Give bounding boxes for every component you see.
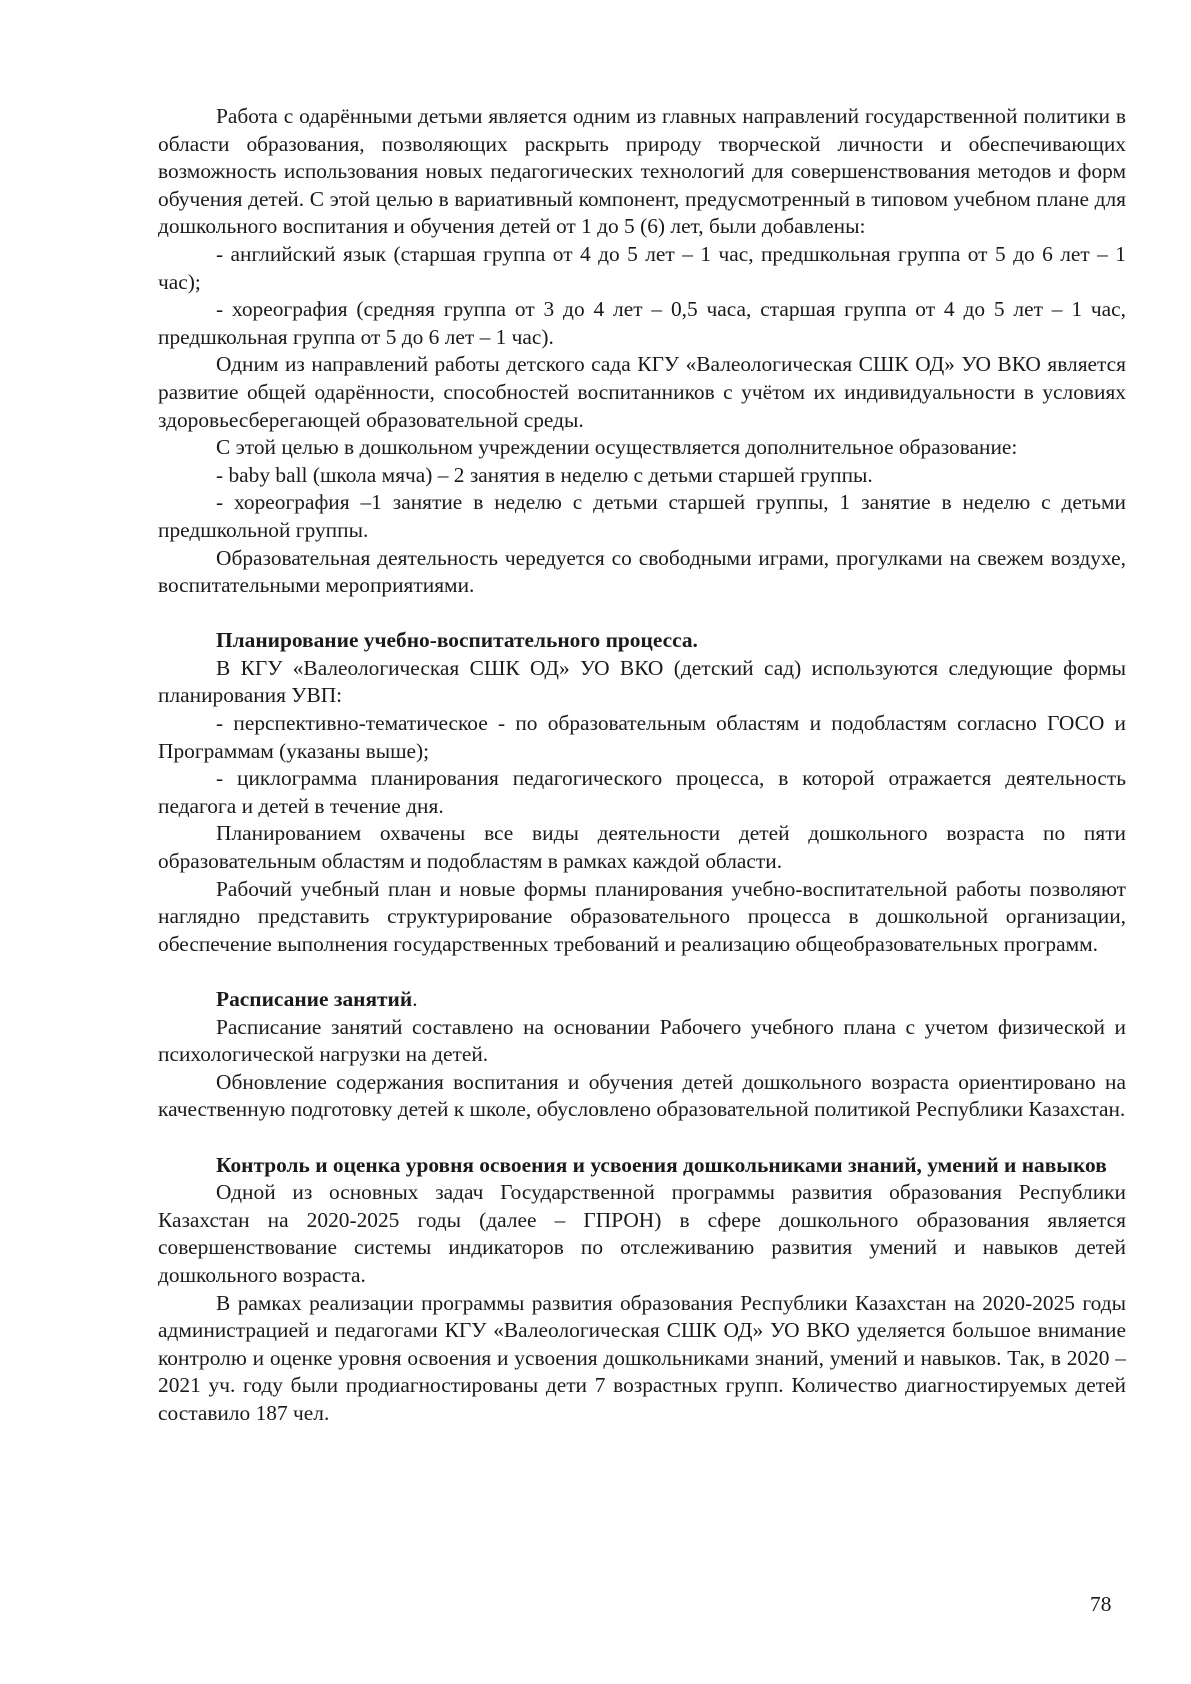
paragraph: С этой целью в дошкольном учреждении осуществляется дополнительное образование: <box>216 435 1018 460</box>
paragraph: - циклограмма планирования педагогического процесса, в которой отражается деятельность педагога и детей в течение дня. <box>158 766 1126 818</box>
paragraph: - хореография –1 занятие в неделю с детьми старшей группы, 1 занятие в неделю с детьми предшкольной группы. <box>158 490 1126 542</box>
document-page <box>158 103 1126 1428</box>
paragraph: В рамках реализации программы развития образования Республики Казахстан на 2020-2025 годы администрацией и педагогами КГУ «Валеологическая СШК ОД» УО ВКО уделяется большое внимание контролю и оценке уровня освоения и усвоения дошкольниками знаний, умений и навыков. Так, в 2020 – 2021 уч. году были продиагностированы дети 7 возрастных групп. Количество диагностируемых детей составило 187 чел. <box>158 1290 1126 1425</box>
section-gap <box>158 1124 1126 1152</box>
section-heading-schedule-text: Расписание занятий <box>216 987 413 1011</box>
paragraph: Работа с одарёнными детьми является одним из главных направлений государственной политики в области образования, позволяющих раскрыть природу творческой личности и обеспечивающих возможность использования новых педагогических технологий для совершенствования методов и форм обучения детей. С этой целью в вариативный компонент, предусмотренный в типовом учебном плане для дошкольного воспитания и обучения детей от 1 до 5 (6) лет, были добавлены: <box>158 104 1126 239</box>
section-gap <box>158 600 1126 628</box>
page-number: 78 <box>1090 1592 1112 1616</box>
paragraph: - перспективно-тематическое - по образовательным областям и подобластям согласно ГОСО и Программам (указаны выше); <box>158 711 1126 763</box>
paragraph: Образовательная деятельность чередуется со свободными играми, прогулками на свежем воздухе, воспитательными мероприятиями. <box>158 545 1126 598</box>
paragraph: В КГУ «Валеологическая СШК ОД» УО ВКО (детский сад) используются следующие формы планирования УВП: <box>158 655 1126 708</box>
paragraph: Планированием охвачены все виды деятельности детей дошкольного возраста по пяти образовательным областям и подобластям в рамках каждой области. <box>158 821 1126 874</box>
section-heading-schedule <box>158 986 1126 1014</box>
paragraph: - английский язык (старшая группа от 4 до 5 лет – 1 час, предшкольная группа от 5 до 6 лет – 1 час); <box>158 241 1126 294</box>
section-heading-control: Контроль и оценка уровня освоения и усвоения дошкольниками знаний, умений и навыков <box>216 1152 1107 1177</box>
paragraph: - хореография (средняя группа от 3 до 4 лет – 0,5 часа, старшая группа от 4 до 5 лет – 1 час, предшкольная группа от 5 до 6 лет – 1 час). <box>158 297 1126 349</box>
section-gap <box>158 958 1126 986</box>
paragraph: Расписание занятий составлено на основании Рабочего учебного плана с учетом физической и психологической нагрузки на детей. <box>158 1014 1126 1067</box>
paragraph: Одной из основных задач Государственной программы развития образования Республики Казахстан на 2020-2025 годы (далее – ГПРОН) в сфере дошкольного образования является совершенствование системы индикаторов по отслеживанию развития умений и навыков детей дошкольного возраста. <box>158 1180 1126 1287</box>
section-heading-schedule-tail: . <box>412 987 418 1011</box>
paragraph: - baby ball (школа мяча) – 2 занятия в неделю с детьми старшей группы. <box>216 462 873 487</box>
paragraph: Одним из направлений работы детского сада КГУ «Валеологическая СШК ОД» УО ВКО является развитие общей одарённости, способностей воспитанников с учётом их индивидуальности в условиях здоровьесберегающей образовательной среды. <box>158 352 1126 432</box>
paragraph: Обновление содержания воспитания и обучения детей дошкольного возраста ориентировано на качественную подготовку детей к школе, обусловлено образовательной политикой Республики Казахстан. <box>158 1069 1126 1122</box>
paragraph: Рабочий учебный план и новые формы планирования учебно-воспитательной работы позволяют наглядно представить структурирование образовательного процесса в дошкольной организации, обеспечение выполнения государственных требований и реализацию общеобразовательных программ. <box>158 876 1126 956</box>
section-heading-planning: Планирование учебно-воспитательного процесса. <box>216 628 698 653</box>
